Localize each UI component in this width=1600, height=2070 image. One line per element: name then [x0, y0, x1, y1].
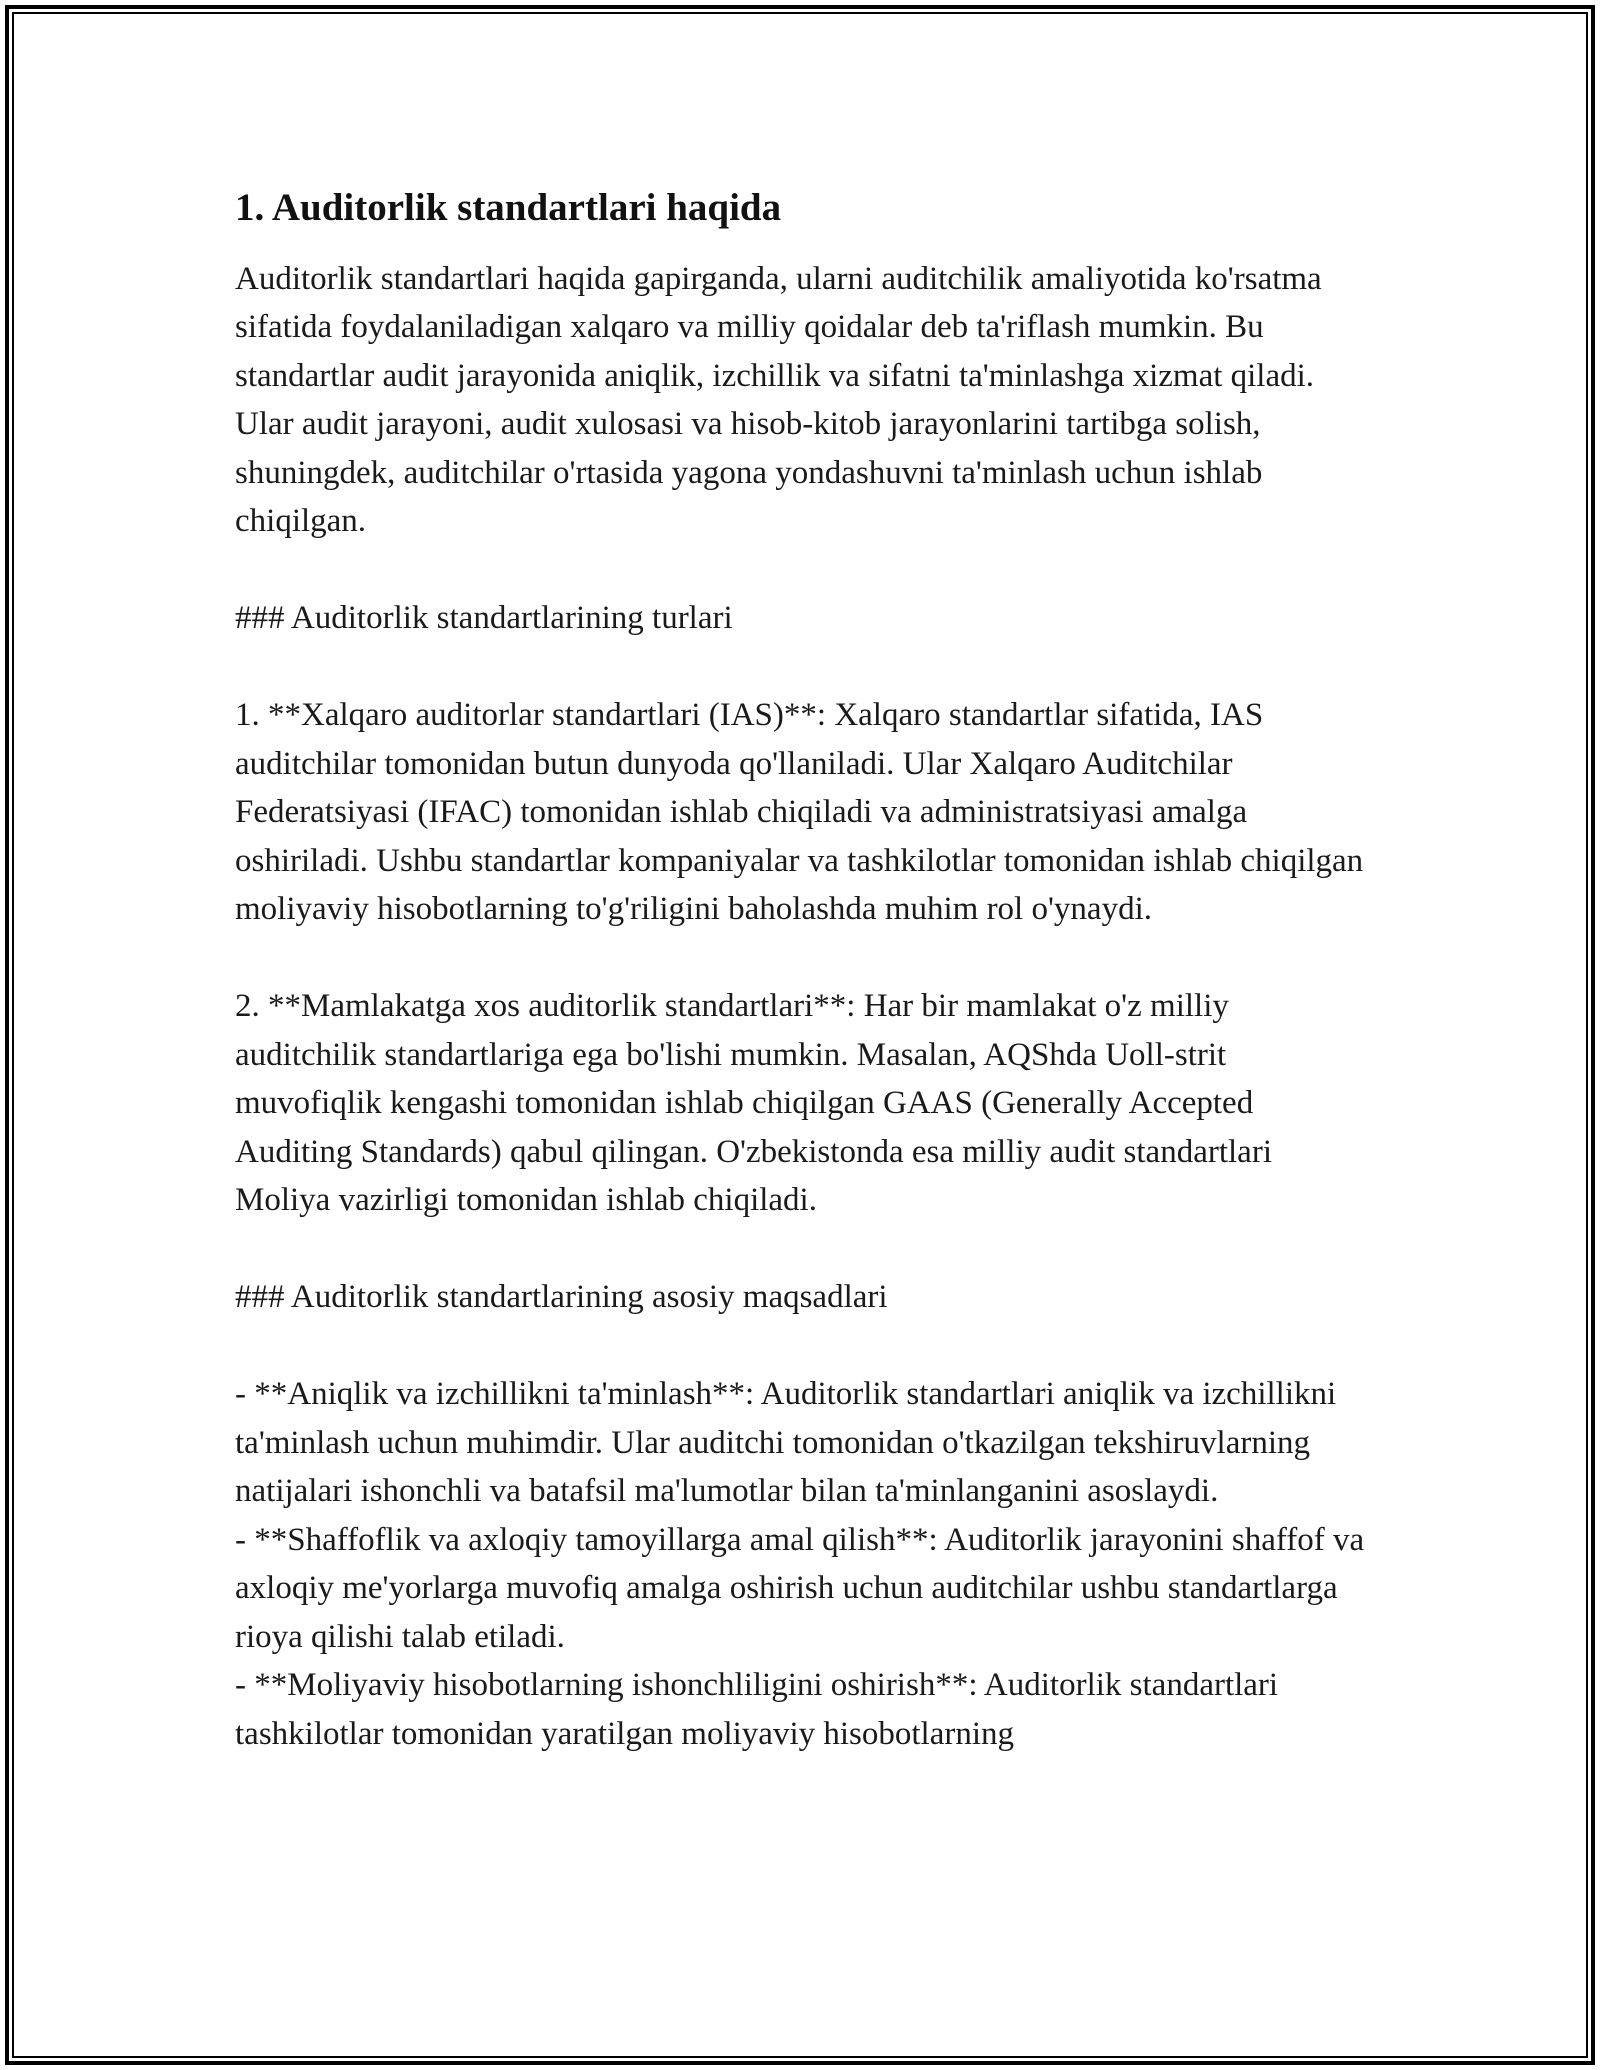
list-item-ias: 1. **Xalqaro auditorlar standartlari (IAS)**: Xalqaro standartlar sifatida, IAS auditchilar tomonidan butun dunyoda qo'llaniladi. Ular Xalqaro Auditchilar Federatsiyasi (IFAC) tomonidan ishlab chiqiladi va administratsiyasi amalga oshiriladi. Ushbu standartlar kompaniyalar va tashkilotlar tomonidan ishlab chiqilgan moliyaviy hisobotlarning to'g'riligini baholashda muhim rol o'ynaydi.: [235, 697, 1364, 928]
section-heading-types: ### Auditorlik standartlarining turlari: [235, 600, 733, 637]
intro-paragraph: Auditorlik standartlari haqida gapirganda, ularni auditchilik amaliyotida ko'rsatma sifatida foydalaniladigan xalqaro va milliy qoidalar deb ta'riflash mumkin. Bu standartlar audit jarayonida aniqlik, izchillik va sifatni ta'minlashga xizmat qiladi. Ular audit jarayoni, audit xulosasi va hisob-kitob jarayonlarini tartibga solish, shuningdek, auditchilar o'rtasida yagona yondashuvni ta'minlash uchun ishlab chiqilgan.: [235, 260, 1322, 540]
document-title: 1. Auditorlik standartlari haqida: [235, 186, 782, 229]
list-item-national-standards: 2. **Mamlakatga xos auditorlik standartlari**: Har bir mamlakat o'z milliy auditchilik standartlariga ega bo'lishi mumkin. Masalan, AQShda Uoll-strit muvofiqlik kengashi tomonidan ishlab chiqilgan GAAS (Generally Accepted Auditing Standards) qabul qilingan. O'zbekistonda esa milliy audit standartlari Moliya vazirligi tomonidan ishlab chiqiladi.: [235, 988, 1272, 1219]
list-item-accuracy: - **Aniqlik va izchillikni ta'minlash**: Auditorlik standartlari aniqlik va izchillikni ta'minlash uchun muhimdir. Ular auditchi tomonidan o'tkazilgan tekshiruvlarning natijalari ishonchli va batafsil ma'lumotlar bilan ta'minlanganini asoslaydi.: [235, 1376, 1337, 1510]
list-item-transparency: - **Shaffoflik va axloqiy tamoyillarga amal qilish**: Auditorlik jarayonini shaffof va axloqiy me'yorlarga muvofiq amalga oshirish uchun auditchilar ushbu standartlarga rioya qilishi talab etiladi.: [235, 1521, 1365, 1655]
section-heading-goals: ### Auditorlik standartlarining asosiy maqsadlari: [235, 1279, 888, 1316]
list-item-reliability: - **Moliyaviy hisobotlarning ishonchliligini oshirish**: Auditorlik standartlari tashkilotlar tomonidan yaratilgan moliyaviy hisobotlarning: [235, 1667, 1279, 1752]
document-body: [235, 185, 1375, 1758]
